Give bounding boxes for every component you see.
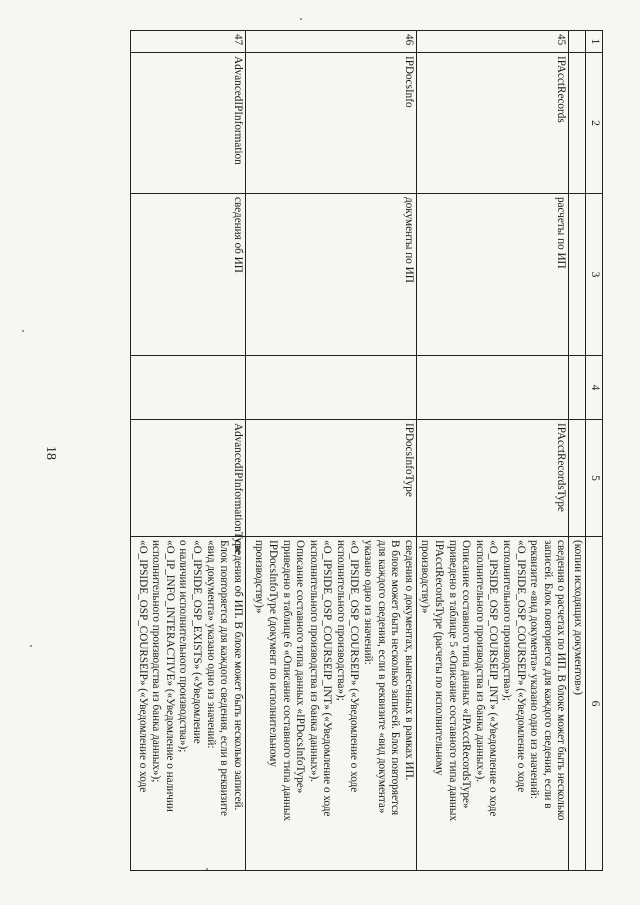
continuation-row [569,31,586,871]
description-line: исполнительного производства»); [334,540,347,701]
description-line: о наличии исполнительного производства»); [177,540,190,753]
header-col-3: 3 [586,194,603,356]
description-line: IPAcctRecordsType (расчеты по исполнительному [433,540,446,776]
description-line: записей. Блок повторяется для каждого сведения, если в [541,540,554,809]
description-line: сведения о расчетах по ИП. В блоке может быть несколько [555,540,568,821]
element-description [245,537,416,871]
header-col-4: 4 [586,356,603,420]
specification-table [130,30,603,871]
header-col-2: 2 [586,53,603,194]
element-name: IPDocsInfo [245,53,416,194]
element-title: расчеты по ИП [416,194,569,356]
element-col4 [130,356,245,420]
description-line: реквизите «вид документа» указано одно из значений: [528,540,541,799]
description-line: исполнительного производства»); [501,540,514,701]
header-col-1: 1 [586,31,603,53]
element-type: IPAcctRecordsType [416,420,569,537]
element-type: AdvancedIPInformationType [130,420,245,537]
element-col4 [245,356,416,420]
element-name: AdvancedIPInformation [130,53,245,194]
scan-speck [22,330,24,332]
description-line: производству)» [419,540,432,614]
element-title: сведения об ИП [130,194,245,356]
description-line: сведения о документах, вынесенных в рамках ИП. [402,540,415,781]
description-line: приведено в таблице 5 «Описание составного типа данных [446,540,459,822]
element-description [130,537,245,871]
rotated-page-content [83,30,603,870]
element-description [416,537,569,871]
description-line: В блоке может быть несколько записей. Блок повторяется [389,540,402,816]
description-line: «O_IPSIDE_OSP_COURSEIP» («Уведомление о ходе [136,540,149,793]
element-title: документы по ИП [245,194,416,356]
description-line: «вид документа» указано одно из значений: [204,540,217,749]
description-line: исполнительного производства из банка данных»); [150,540,163,783]
header-col-6: 6 [586,537,603,871]
description-line: «O_IPSIDE_OSP_COURSEIP» («Уведомление о ходе [348,540,361,793]
row-number: 47 [130,31,245,53]
description-line: исполнительного производства из банка данных»). [307,540,320,782]
header-col-5: 5 [586,420,603,537]
row-number: 46 [245,31,416,53]
description-line: для каждого сведения, если в реквизите «вид документа» [375,540,388,814]
scan-speck [30,645,32,647]
header-row [586,31,603,871]
description-line: Блок повторяется для каждого сведения, если в реквизите [218,540,231,816]
table-row [416,31,569,871]
description-line: сведения об ИП. В блоке может быть несколько записей. [231,540,244,811]
description-line: «O_IPSIDE_OSP_EXISTS» («Уведомление [191,540,204,744]
element-col4 [416,356,569,420]
description-line: исполнительного производства из банка данных»). [473,540,486,782]
element-name: IPAcctRecords [416,53,569,194]
description-line: указано одно из значений: [362,540,375,665]
scan-speck [206,868,208,870]
element-type: IPDocsInfoType [245,420,416,537]
page-number: 18 [43,446,58,460]
description-line: «O_IPSIDE_OSP_COURSEIP_INT» («Уведомление о ходе [487,540,500,817]
continuation-text: (копии исходящих документов») [569,537,586,871]
table-row [130,31,245,871]
description-line: «O_IP_INFO_INTERACTIVE» («Уведомление о наличии [163,540,176,812]
description-line: приведено в таблице 6 «Описание составного типа данных [280,540,293,822]
description-line: «O_IPSIDE_OSP_COURSEIP» («Уведомление о ходе [514,540,527,793]
description-line: Описание составного типа данных «IPAcctRecordsType» [460,540,473,809]
description-line: IPDocsInfoType (документ по исполнительному [266,540,279,767]
description-line: производству)» [253,540,266,614]
row-number: 45 [416,31,569,53]
table-row [245,31,416,871]
description-line: «O_IPSIDE_OSP_COURSEIP_INT» («Уведомление о ходе [321,540,334,817]
scan-speck [300,18,302,20]
description-line: Описание составного типа данных «IPDocsInfoType» [294,540,307,794]
